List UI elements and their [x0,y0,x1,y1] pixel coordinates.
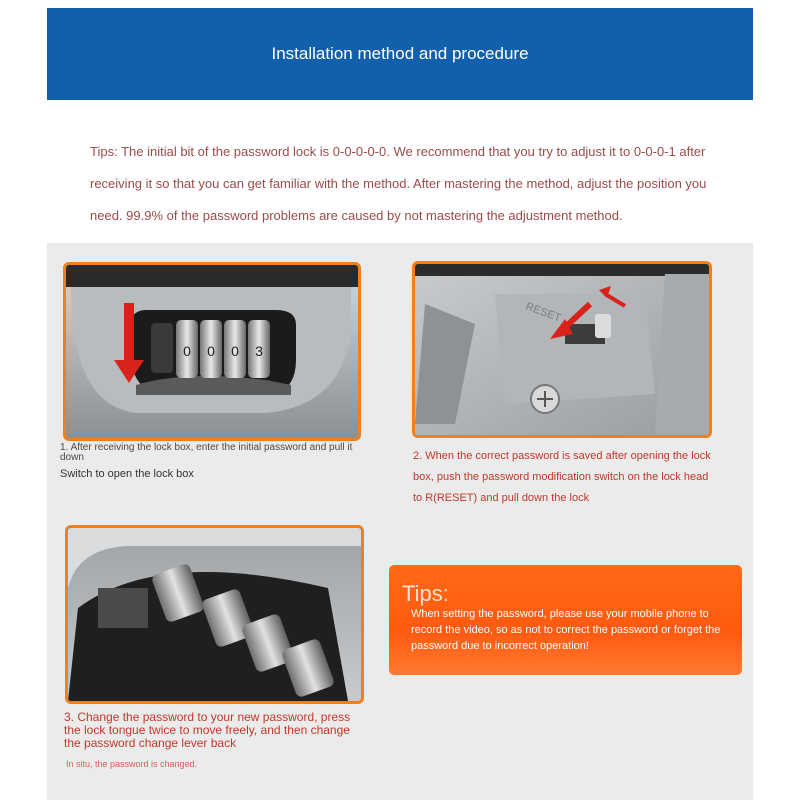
step3-note: In situ, the password is changed. [66,759,198,769]
step1-caption: 1. After receiving the lock box, enter the initial password and pull it down [60,442,353,463]
step1-caption-sub: Switch to open the lock box [60,468,194,480]
dial-digit-2: 0 [207,343,215,359]
step3-caption: 3. Change the password to your new password, press the lock tongue twice to move freely, and then change the password change lever back [64,710,351,750]
step1-photo [63,262,361,441]
step3-photo [65,525,364,704]
tips-box-title: Tips: [402,581,449,606]
header-banner [47,8,753,100]
dial-digit-1: 0 [183,343,191,359]
page-title: Installation method and procedure [271,44,529,63]
tips-box-body: When setting the password, please use your mobile phone to record the video, so as not to correct the password or forget the password due to incorrect operation! [411,608,721,652]
intro-tips: Tips: The initial bit of the password lock is 0-0-0-0-0. We recommend that you try to adjust it to 0-0-0-1 after receiving it so that you can get familiar with the method. After mastering the method, adjust the position you need. 99.9% of the password problems are caused by not mastering the adjustment method. [90,144,707,223]
tips-box [389,565,742,675]
dial-digit-4: 3 [255,343,263,359]
dial-digit-3: 0 [231,343,239,359]
step2-photo [412,261,712,438]
reset-label: RESET [523,300,563,325]
step2-caption: 2. When the correct password is saved after opening the lock box, push the password modification switch on the lock head to R(RESET) and pull down the lock [413,450,711,504]
